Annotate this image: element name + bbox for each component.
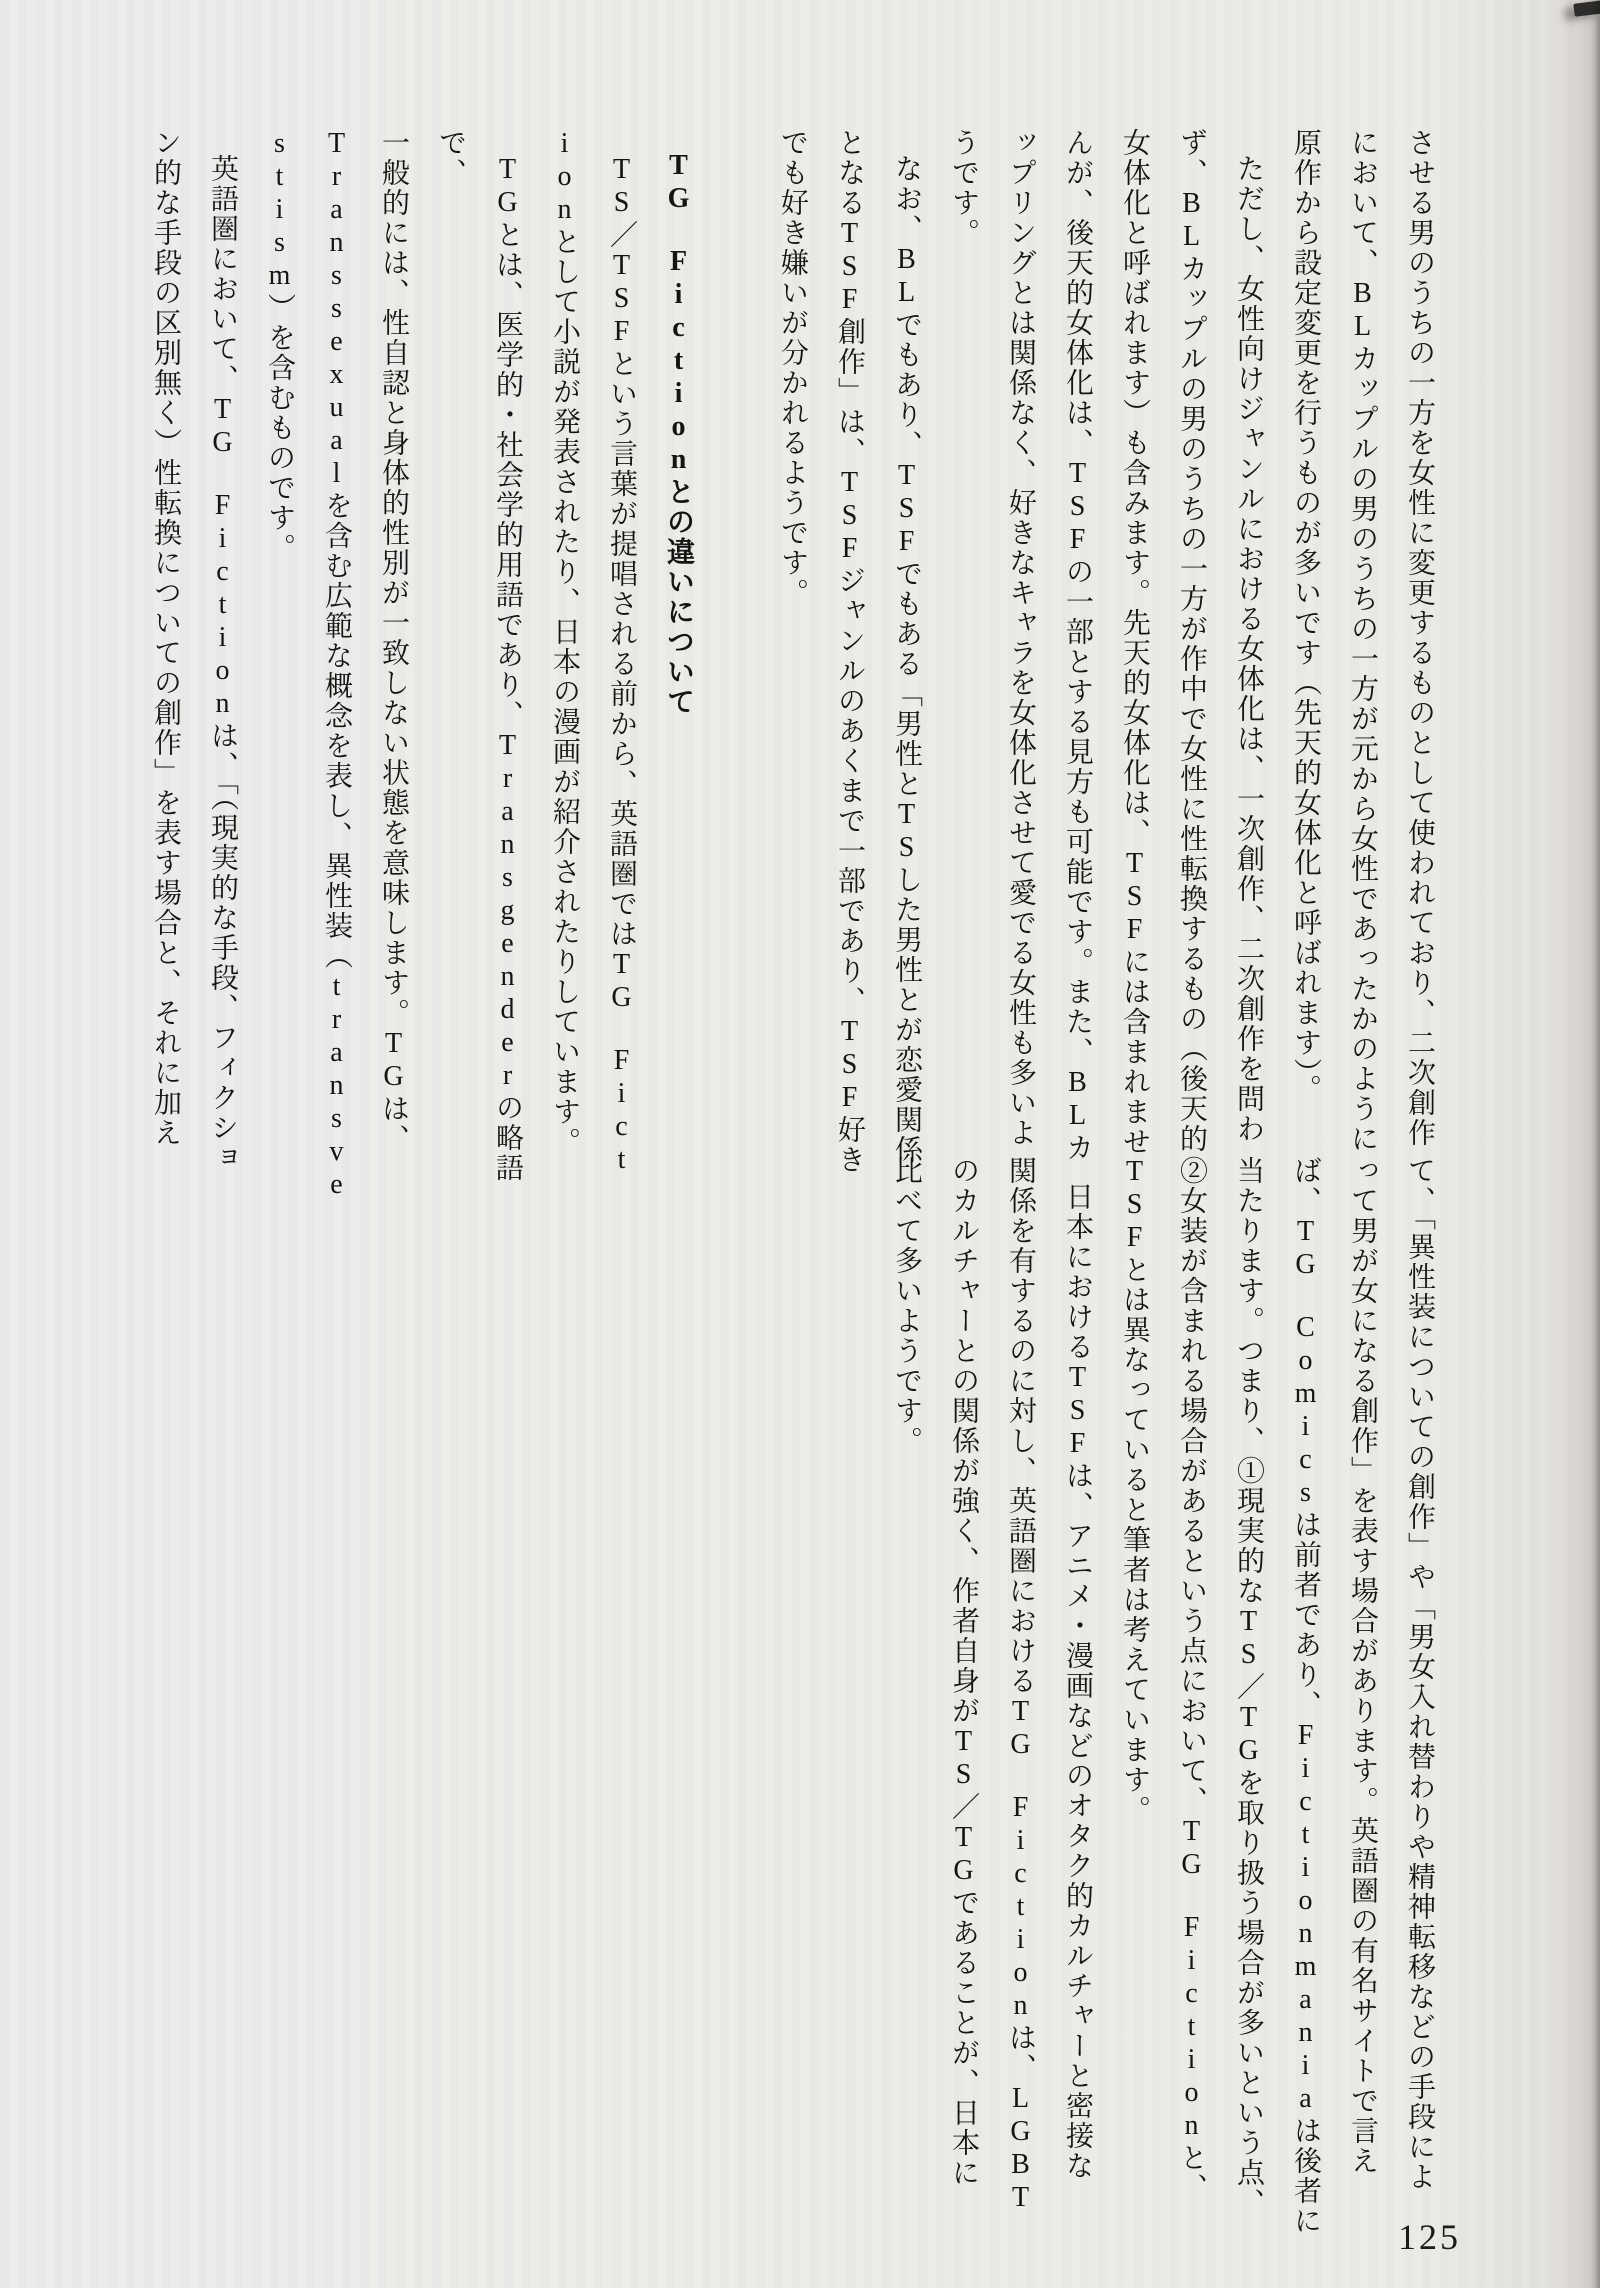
page-edge-shadow: [1590, 0, 1600, 2288]
text-column: 一般的には、性自認と身体的性別が一致しない状態を意味します。TGは、: [378, 128, 409, 1154]
text-column: 英語圏において、TG Fictionは、「（現実的な手段、フィクショ: [207, 154, 238, 1173]
text-column: stism）を含むものです。: [264, 128, 295, 563]
text-column: させる男のうちの一方を女性に変更するものとして使われており、二次創作: [1404, 128, 1435, 1148]
text-column: 女体化と呼ばれます）も含みます。先天的女体化は、TSFには含まれませ: [1119, 128, 1150, 1157]
text-column: 日本におけるTSFは、アニメ・漫画などのオタク的カルチャーと密接な: [1062, 1182, 1093, 2181]
text-column: ず、BLカップルの男のうちの一方が作中で女性に性転換するもの（後天的: [1176, 128, 1207, 1154]
text-column: て、「異性装についての創作」や「男女入れ替わりや精神転移などの手段によ: [1404, 1156, 1435, 2192]
text-column: のカルチャーとの関係が強く、作者自身がTS／TGであることが、日本に: [948, 1156, 979, 2188]
text-column: TGとは、医学的・社会学的用語であり、Transgenderの略語で、: [435, 128, 523, 1183]
text-column: となるTSF創作」は、TSFジャンルのあくまで一部であり、TSF好き: [834, 128, 865, 1175]
text-column: ン的な手段の区別無く）性転換についての創作」を表す場合と、それに加え: [150, 128, 181, 1148]
text-column: ②女装が含まれる場合があるという点において、TG Fictionと、: [1176, 1156, 1207, 2203]
top-text-block: [137, 128, 1448, 1224]
text-column: TS／TSFという言葉が提唱される前から、英語圏ではTG Fict: [606, 154, 637, 1177]
text-column: うです。: [948, 128, 979, 248]
bottom-text-block: [878, 1156, 1448, 2252]
text-column: 当たります。つまり、①現実的なTS／TGを取り扱う場合が多いという点、: [1233, 1156, 1264, 2218]
text-column: ただし、女性向けジャンルにおける女体化は、一次創作、二次創作を問わ: [1233, 154, 1264, 1144]
text-column: ば、TG Comicsは前者であり、Fictionmaniaは後者に: [1290, 1156, 1321, 2236]
text-column: でも好き嫌いが分かれるようです。: [777, 128, 808, 608]
text-column: って男が女になる創作」を表す場合があります。英語圏の有名サイトで言え: [1347, 1156, 1378, 2176]
text-column: ップリングとは関係なく、好きなキャラを女体化させて愛でる女性も多いよ: [1005, 128, 1036, 1148]
text-column: 比べて多いようです。: [891, 1156, 922, 1456]
text-column: 関係を有するのに対し、英語圏におけるTG Fictionは、LGBT: [1005, 1156, 1036, 2215]
text-column: 原作から設定変更を行うものが多いです（先天的女体化と呼ばれます）。: [1290, 128, 1321, 1104]
text-column: ionとして小説が発表されたり、日本の漫画が紹介されたりしています。: [549, 128, 580, 1157]
text-column: において、BLカップルの男のうちの一方が元から女性であったかのように: [1347, 128, 1378, 1154]
text-column: TSFとは異なっていると筆者は考えています。: [1119, 1156, 1150, 1825]
text-column: なお、BLでもあり、TSFでもある「男性とTSした男性とが恋愛関係: [891, 154, 922, 1165]
section-heading: TG Fictionとの違いについて: [663, 150, 694, 717]
page-number: 125: [1398, 2217, 1461, 2257]
text-column: んが、後天的女体化は、TSFの一部とする見方も可能です。また、BLカ: [1062, 128, 1093, 1163]
text-column: Transsexualを含む広範な概念を表し、異性装（transve: [321, 128, 352, 1202]
